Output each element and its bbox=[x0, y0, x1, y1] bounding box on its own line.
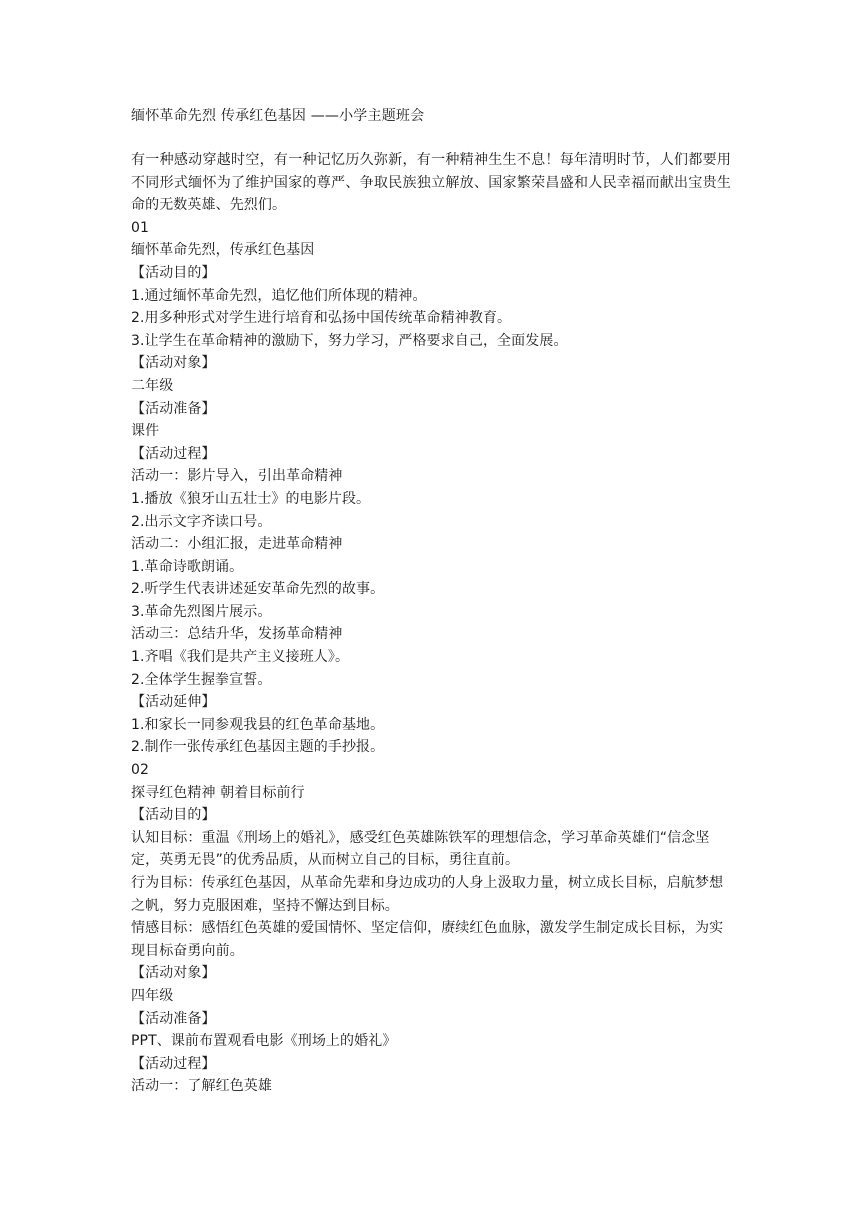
paragraph: 认知目标：重温《刑场上的婚礼》，感受红色英雄陈铁军的理想信念，学习革命英雄们“信念坚定，英勇无畏”的优秀品质，从而树立自己的目标，勇往直前。 bbox=[131, 829, 710, 869]
list-item: 3.让学生在革命精神的激励下，努力学习，严格要求自己，全面发展。 bbox=[131, 332, 568, 349]
list-item: 2.全体学生握拳宣誓。 bbox=[131, 671, 272, 688]
paragraph: 探寻红色精神 朝着目标前行 bbox=[131, 784, 305, 801]
list-item: 3.革命先烈图片展示。 bbox=[131, 603, 272, 620]
list-item: 1.革命诗歌朗诵。 bbox=[131, 558, 244, 575]
paragraph: PPT、课前布置观看电影《刑场上的婚礼》 bbox=[131, 1033, 397, 1050]
section-heading: 【活动目的】 bbox=[131, 264, 216, 281]
paragraph: 四年级 bbox=[131, 987, 174, 1004]
paragraph: 行为目标：传承红色基因，从革命先辈和身边成功的人身上汲取力量，树立成长目标，启航梦想之帆，努力克服困难，坚持不懈达到目标。 bbox=[131, 875, 724, 914]
list-item: 2.用多种形式对学生进行培育和弘扬中国传统革命精神教育。 bbox=[131, 310, 512, 327]
section-heading: 【活动对象】 bbox=[131, 965, 216, 982]
section-heading: 【活动过程】 bbox=[131, 1055, 216, 1072]
list-item: 1.通过缅怀革命先烈，追忆他们所体现的精神。 bbox=[131, 287, 427, 304]
section-number: 01 bbox=[131, 219, 150, 236]
paragraph: 情感目标：感悟红色英雄的爱国情怀、坚定信仰，赓续红色血脉，激发学生制定成长目标，为实现目标奋勇向前。 bbox=[131, 920, 724, 959]
section-number: 02 bbox=[131, 762, 150, 779]
list-item: 2.出示文字齐读口号。 bbox=[131, 513, 272, 530]
paragraph: 二年级 bbox=[131, 377, 174, 394]
section-heading: 【活动目的】 bbox=[131, 807, 216, 824]
document-body bbox=[131, 149, 731, 1098]
section-heading: 【活动准备】 bbox=[131, 400, 216, 417]
paragraph: 有一种感动穿越时空，有一种记忆历久弥新，有一种精神生生不息！每年清明时节，人们都要用不同形式缅怀为了维护国家的尊严、争取民族独立解放、国家繁荣昌盛和人民幸福而献出宝贵生命的无数英雄、先烈们。 bbox=[131, 152, 731, 214]
document-title: 缅怀革命先烈 传承红色基因 ——小学主题班会 bbox=[131, 108, 425, 124]
activity-heading: 活动一：了解红色英雄 bbox=[131, 1078, 272, 1095]
list-item: 1.和家长一同参观我县的红色革命基地。 bbox=[131, 716, 385, 733]
section-heading: 【活动过程】 bbox=[131, 445, 216, 462]
list-item: 2.制作一张传承红色基因主题的手抄报。 bbox=[131, 739, 385, 756]
list-item: 2.听学生代表讲述延安革命先烈的故事。 bbox=[131, 581, 385, 598]
activity-heading: 活动二：小组汇报，走进革命精神 bbox=[131, 536, 343, 553]
activity-heading: 活动一：影片导入，引出革命精神 bbox=[131, 468, 343, 485]
list-item: 1.齐唱《我们是共产主义接班人》。 bbox=[131, 649, 350, 666]
section-heading: 【活动准备】 bbox=[131, 1010, 216, 1027]
activity-heading: 活动三：总结升华，发扬革命精神 bbox=[131, 626, 343, 643]
section-heading: 【活动对象】 bbox=[131, 355, 216, 372]
list-item: 1.播放《狼牙山五壮士》的电影片段。 bbox=[131, 490, 371, 507]
section-heading: 【活动延伸】 bbox=[131, 694, 216, 711]
paragraph: 课件 bbox=[131, 423, 160, 440]
paragraph: 缅怀革命先烈，传承红色基因 bbox=[131, 242, 315, 259]
